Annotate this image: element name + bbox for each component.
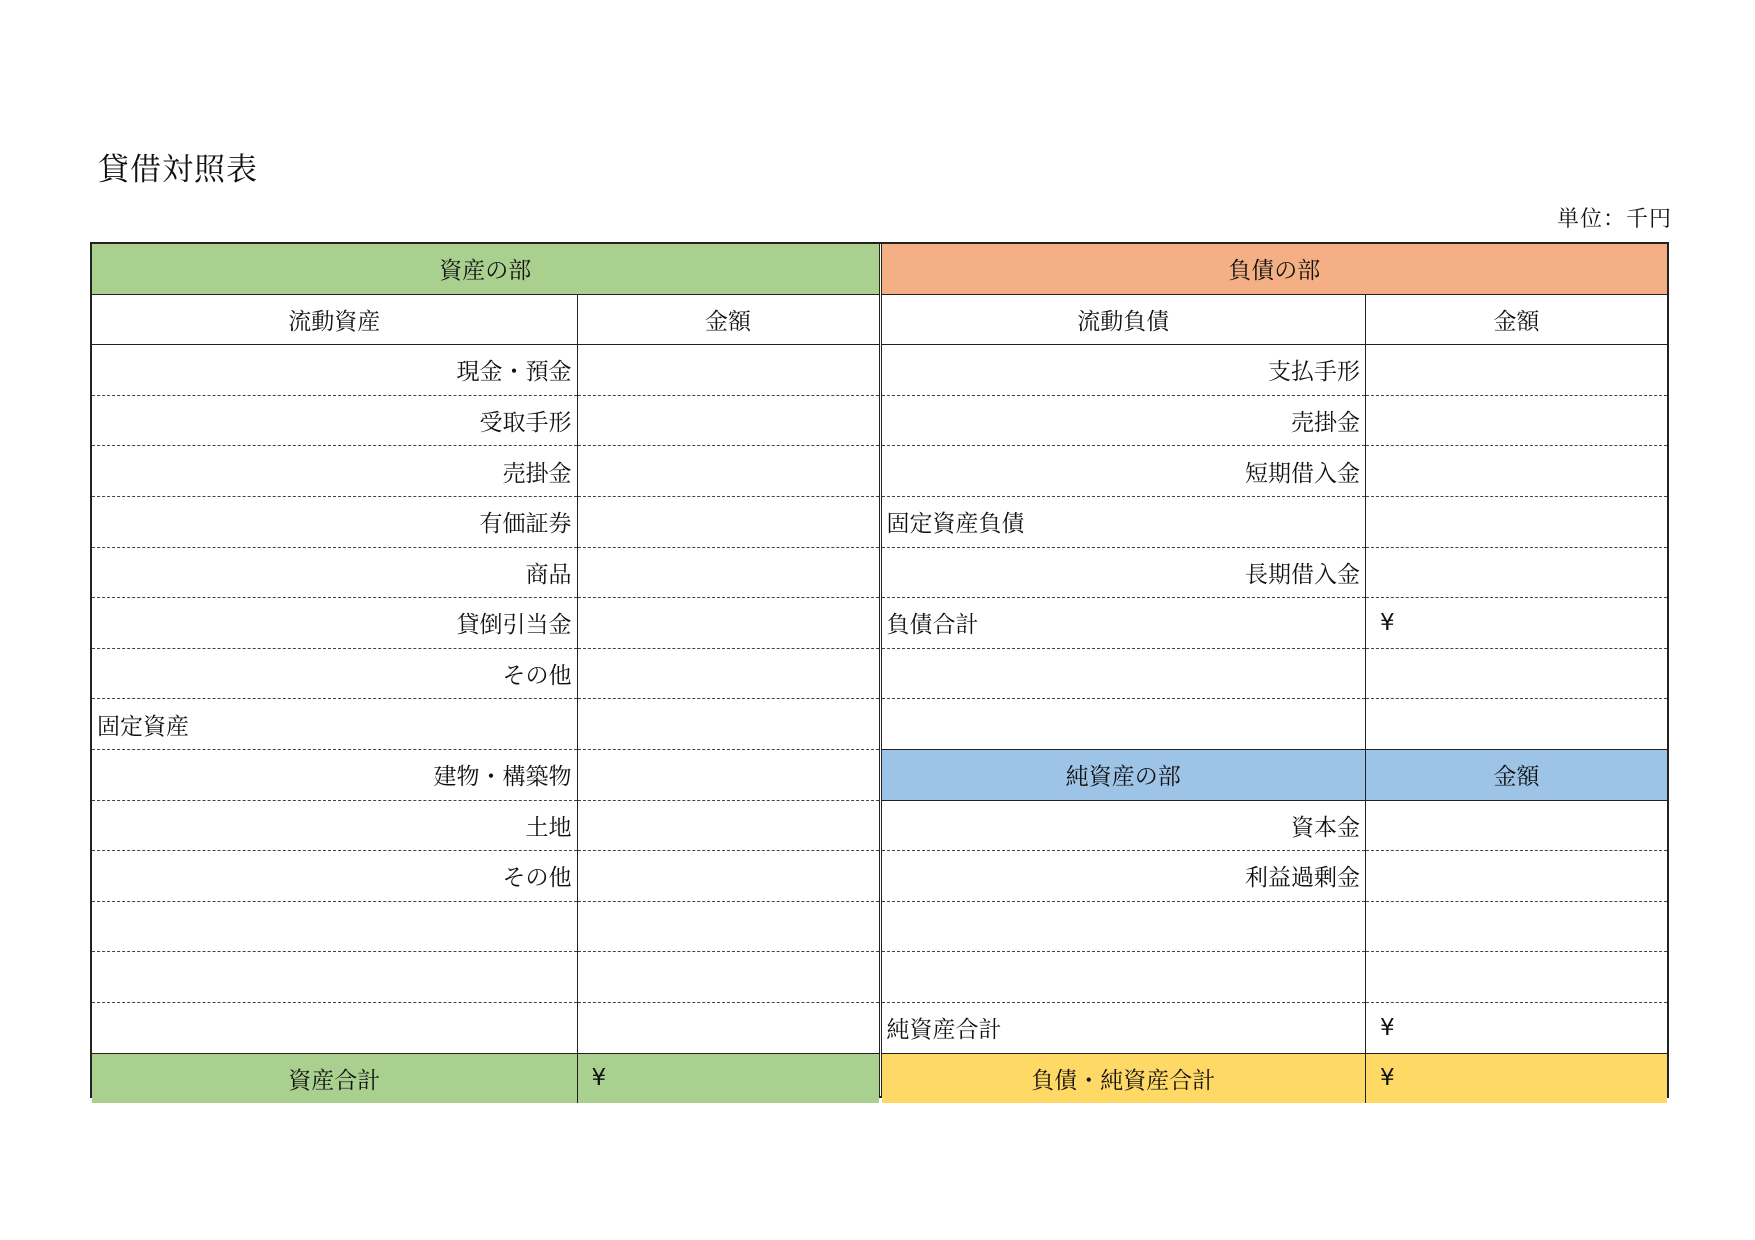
amount-cell[interactable] <box>577 952 879 1003</box>
table-row <box>92 1002 879 1053</box>
row-label: 支払手形 <box>882 345 1366 396</box>
row-label <box>882 648 1366 699</box>
row-label: 純資産合計 <box>882 1002 1366 1053</box>
grand-total-amount[interactable]: ¥ <box>1366 1053 1668 1103</box>
liabilities-col-amount: 金額 <box>1366 294 1668 345</box>
amount-cell[interactable] <box>577 345 879 396</box>
amount-cell[interactable]: ¥ <box>1366 598 1668 649</box>
row-label <box>92 952 577 1003</box>
grand-total-row <box>882 1053 1668 1103</box>
table-row <box>882 1002 1668 1053</box>
row-label: 現金・預金 <box>92 345 577 396</box>
amount-cell[interactable] <box>577 901 879 952</box>
assets-table <box>92 244 879 1103</box>
row-label <box>882 901 1366 952</box>
assets-total-amount[interactable]: ¥ <box>577 1053 879 1103</box>
table-row <box>92 446 879 497</box>
table-row <box>882 598 1668 649</box>
assets-col-amount: 金額 <box>577 294 879 345</box>
amount-cell[interactable] <box>1366 952 1668 1003</box>
table-row <box>882 345 1668 396</box>
row-label <box>882 699 1366 750</box>
row-label: 固定資産負債 <box>882 496 1366 547</box>
liabilities-header: 負債の部 <box>882 244 1668 294</box>
amount-cell[interactable] <box>577 851 879 902</box>
table-row <box>92 345 879 396</box>
unit-label: 単位：千円 <box>1556 207 1672 232</box>
table-row <box>92 395 879 446</box>
row-label: 負債合計 <box>882 598 1366 649</box>
amount-cell[interactable] <box>577 800 879 851</box>
liabilities-col-name: 流動負債 <box>882 294 1366 345</box>
amount-cell[interactable] <box>577 1002 879 1053</box>
row-label: その他 <box>92 851 577 902</box>
amount-cell[interactable] <box>577 547 879 598</box>
row-label: 短期借入金 <box>882 446 1366 497</box>
table-row <box>92 598 879 649</box>
amount-cell[interactable] <box>577 446 879 497</box>
amount-cell[interactable] <box>1366 800 1668 851</box>
liabilities-table <box>882 244 1668 1103</box>
row-label: 商品 <box>92 547 577 598</box>
row-label: 受取手形 <box>92 395 577 446</box>
amount-cell[interactable] <box>1366 496 1668 547</box>
amount-cell[interactable] <box>577 395 879 446</box>
assets-col-name: 流動資産 <box>92 294 577 345</box>
amount-cell[interactable] <box>1366 699 1668 750</box>
amount-cell[interactable] <box>577 648 879 699</box>
table-row <box>92 800 879 851</box>
table-row <box>92 749 879 800</box>
amount-cell[interactable] <box>1366 345 1668 396</box>
row-label <box>92 901 577 952</box>
table-row <box>882 547 1668 598</box>
table-row <box>882 952 1668 1003</box>
amount-cell[interactable] <box>577 749 879 800</box>
row-label: 資本金 <box>882 800 1366 851</box>
row-label <box>882 952 1366 1003</box>
row-label <box>92 1002 577 1053</box>
assets-total-label: 資産合計 <box>92 1053 577 1103</box>
balance-sheet <box>90 242 1669 1098</box>
table-row <box>92 901 879 952</box>
table-row <box>92 648 879 699</box>
table-row <box>882 395 1668 446</box>
row-label: 有価証券 <box>92 496 577 547</box>
amount-cell[interactable] <box>1366 901 1668 952</box>
row-label: 建物・構築物 <box>92 749 577 800</box>
row-label: 固定資産 <box>92 699 577 750</box>
row-label: 長期借入金 <box>882 547 1366 598</box>
assets-total-row <box>92 1053 879 1103</box>
table-row <box>92 547 879 598</box>
assets-section <box>92 244 879 1096</box>
grand-total-label: 負債・純資産合計 <box>882 1053 1366 1103</box>
row-label: 土地 <box>92 800 577 851</box>
amount-cell[interactable] <box>1366 446 1668 497</box>
table-row <box>92 851 879 902</box>
net-assets-header: 純資産の部 <box>882 749 1366 800</box>
row-label: 貸倒引当金 <box>92 598 577 649</box>
table-row <box>882 901 1668 952</box>
table-row <box>882 496 1668 547</box>
table-row <box>882 699 1668 750</box>
net-assets-col-amount: 金額 <box>1366 749 1668 800</box>
assets-header: 資産の部 <box>92 244 879 294</box>
amount-cell[interactable] <box>1366 851 1668 902</box>
row-label: 売掛金 <box>882 395 1366 446</box>
amount-cell[interactable] <box>1366 648 1668 699</box>
table-row <box>92 699 879 750</box>
table-row <box>882 851 1668 902</box>
amount-cell[interactable]: ¥ <box>1366 1002 1668 1053</box>
amount-cell[interactable] <box>577 598 879 649</box>
liabilities-section <box>882 244 1668 1096</box>
amount-cell[interactable] <box>577 699 879 750</box>
table-row <box>92 952 879 1003</box>
row-label: 利益過剰金 <box>882 851 1366 902</box>
table-row <box>882 446 1668 497</box>
amount-cell[interactable] <box>1366 547 1668 598</box>
amount-cell[interactable] <box>577 496 879 547</box>
amount-cell[interactable] <box>1366 395 1668 446</box>
row-label: 売掛金 <box>92 446 577 497</box>
table-row <box>882 648 1668 699</box>
net-assets-header-row <box>882 749 1668 800</box>
table-row <box>882 800 1668 851</box>
table-row <box>92 496 879 547</box>
row-label: その他 <box>92 648 577 699</box>
page-title: 貸借対照表 <box>98 152 258 188</box>
